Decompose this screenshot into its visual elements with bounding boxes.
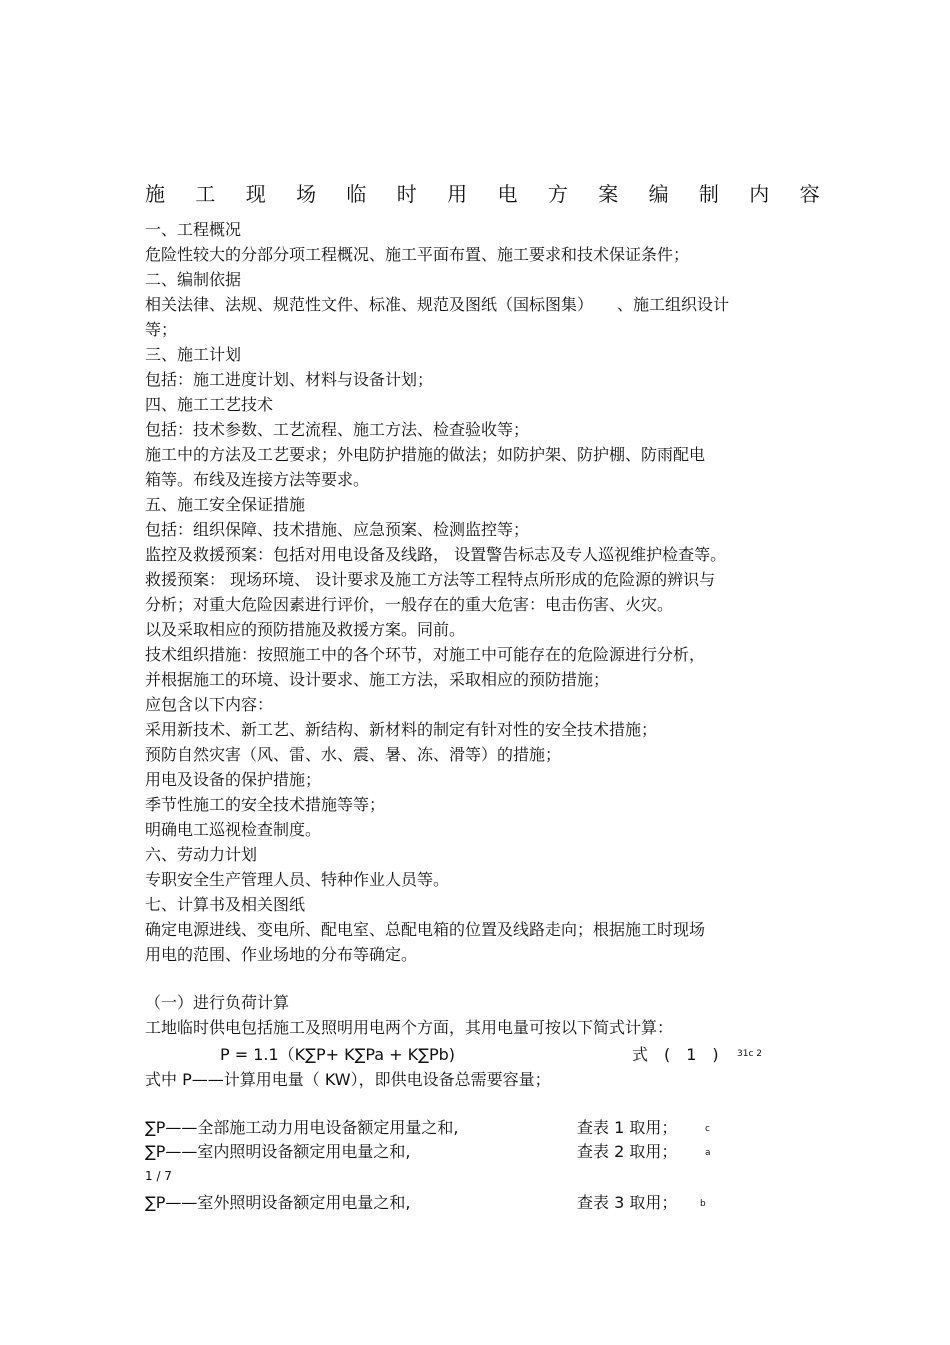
load-intro: 工地临时供电包括施工及照明用电两个方面，其用电量可按以下简式计算：	[145, 1018, 674, 1037]
text-line: 包括：施工进度计划、材料与设备计划；	[145, 370, 434, 389]
formula-subscripts: 31c 2	[737, 1049, 762, 1059]
sum-row-ref: 查表 3 取用；	[577, 1193, 678, 1212]
text-line: 季节性施工的安全技术措施等等；	[145, 795, 386, 814]
text-line: 危险性较大的分部分项工程概况、施工平面布置、施工要求和技术保证条件；	[145, 245, 690, 264]
formula-label: 式 ( 1 )	[632, 1045, 719, 1064]
sum-row-ref: 查表 1 取用；	[577, 1118, 678, 1137]
text-line: 三、施工计划	[145, 345, 242, 364]
text-line: 专职安全生产管理人员、特种作业人员等。	[145, 870, 450, 889]
formula: P = 1.1（K∑P+ K∑Pa + K∑Pb)	[220, 1045, 455, 1064]
sum-row-sub: c	[705, 1124, 710, 1134]
formula-where: 式中 P——计算用电量（ KW），即供电设备总需要容量；	[145, 1070, 551, 1089]
text-line: 包括：组织保障、技术措施、应急预案、检测监控等；	[145, 520, 530, 539]
page-number: 1 / 7	[145, 1169, 172, 1183]
sum-row-text: ∑P——全部施工动力用电设备额定用量之和,	[145, 1118, 459, 1137]
text-line: 包括：技术参数、工艺流程、施工方法、检查验收等；	[145, 420, 530, 439]
text-line: 救援预案： 现场环境、 设计要求及施工方法等工程特点所形成的危险源的辨识与	[145, 570, 716, 589]
text-line: 用电及设备的保护措施；	[145, 770, 322, 789]
text-line: 箱等。布线及连接方法等要求。	[145, 470, 370, 489]
text-line: 用电的范围、作业场地的分布等确定。	[145, 945, 418, 964]
sum-row-sub: a	[705, 1148, 711, 1158]
text-line: 七、计算书及相关图纸	[145, 895, 306, 914]
sum-row-sub: b	[700, 1199, 706, 1209]
sum-row-text: ∑P——室外照明设备额定用电量之和,	[145, 1193, 411, 1212]
section-load-heading: （一）进行负荷计算	[145, 993, 290, 1012]
sum-row-text: ∑P——室内照明设备额定用电量之和,	[145, 1142, 411, 1161]
text-line: 相关法律、法规、规范性文件、标准、规范及图纸（国标图集） 、施工组织设计	[145, 295, 730, 314]
text-line: 以及采取相应的预防措施及救援方案。同前。	[145, 620, 466, 639]
text-line: 一、工程概况	[145, 220, 242, 239]
text-line: 二、编制依据	[145, 270, 242, 289]
text-line: 四、施工工艺技术	[145, 395, 274, 414]
text-line: 确定电源进线、变电所、配电室、总配电箱的位置及线路走向；根据施工时现场	[145, 920, 706, 939]
text-line: 监控及救援预案：包括对用电设备及线路， 设置警告标志及专人巡视维护检查等。	[145, 545, 727, 564]
text-line: 明确电工巡视检查制度。	[145, 820, 322, 839]
text-line: 采用新技术、新工艺、新结构、新材料的制定有针对性的安全技术措施；	[145, 720, 658, 739]
text-line: 五、施工安全保证措施	[145, 495, 306, 514]
text-line: 施工中的方法及工艺要求；外电防护措施的做法；如防护架、防护棚、防雨配电	[145, 445, 706, 464]
text-line: 分析；对重大危险因素进行评价，一般存在的重大危害：电击伤害、火灾。	[145, 595, 674, 614]
text-line: 并根据施工的环境、设计要求、施工方法，采取相应的预防措施；	[145, 670, 610, 689]
text-line: 应包含以下内容：	[145, 695, 274, 714]
sum-row-ref: 查表 2 取用；	[577, 1142, 678, 1161]
text-line: 技术组织措施：按照施工中的各个环节，对施工中可能存在的危险源进行分析，	[145, 645, 706, 664]
text-line: 等；	[145, 320, 178, 339]
text-line: 预防自然灾害（风、雷、水、震、暑、冻、滑等）的措施；	[145, 745, 562, 764]
document-title: 施 工 现 场 临 时 用 电 方 案 编 制 内 容	[145, 182, 832, 206]
text-line: 六、劳动力计划	[145, 845, 258, 864]
